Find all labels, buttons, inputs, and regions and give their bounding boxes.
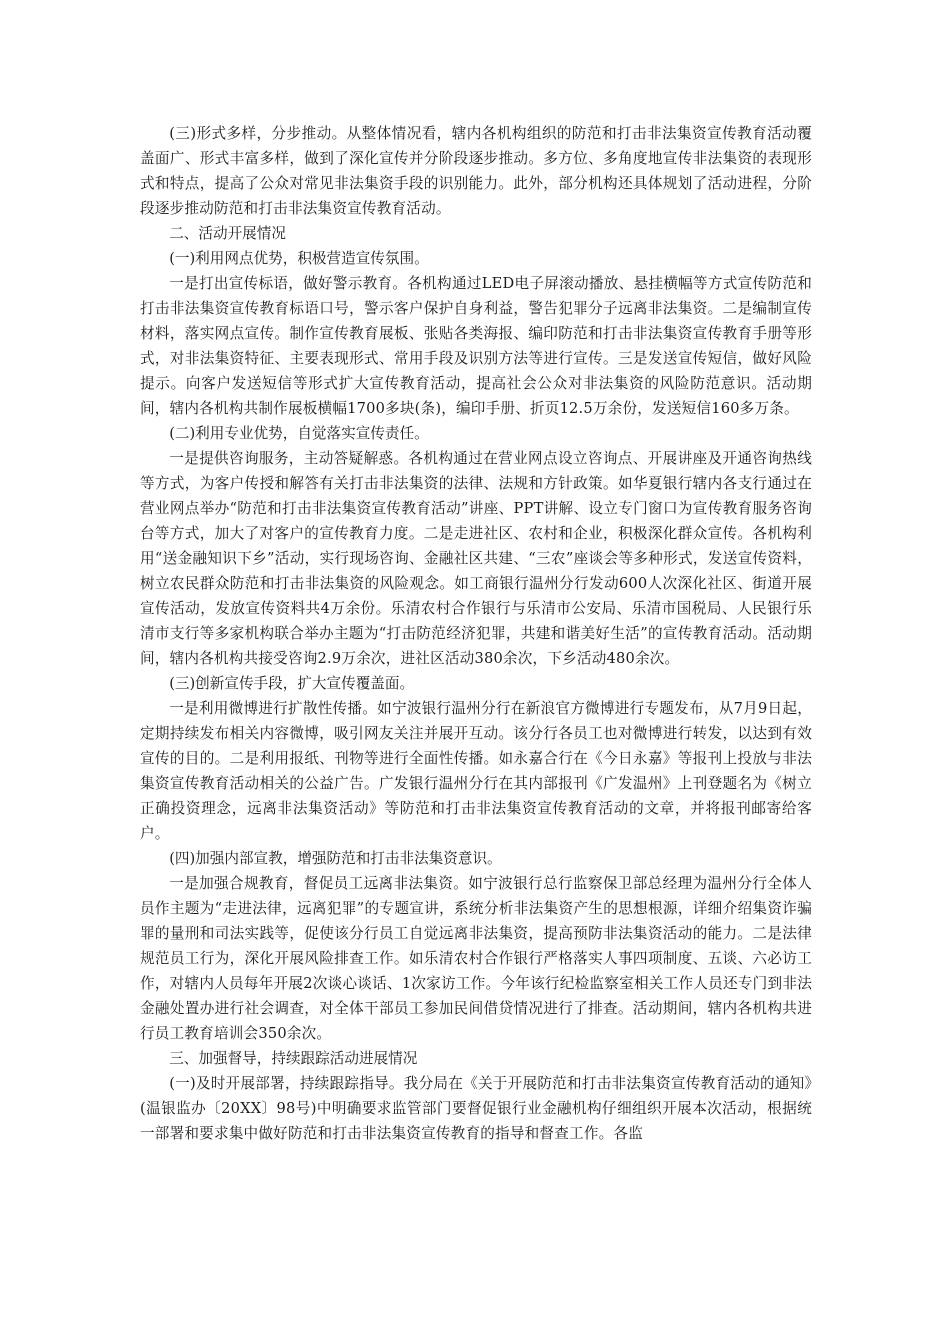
section-heading-2: 二、活动开展情况 bbox=[169, 225, 286, 242]
subheading-innovative-means: (三)创新宣传手段，扩大宣传覆盖面。 bbox=[169, 675, 415, 692]
paragraph-compliance: 一是加强合规教育，督促员工远离非法集资。如宁波银行总行监察保卫部总经理为温州分行全体人员作主题为“走进法律，远离犯罪”的专题宣讲，系统分析非法集资产生的思想根源，详细介绍集资诈骗罪的量刑和司法实践等，促使该分行员工自觉远离非法集资，提高预防非法集资活动的能力。二是法律规范员工行为，深化开展风险排查工作。如乐清农村合作银行严格落实人事四项制度、五谈、六必访工作，对辖内人员每年开展2次谈心谈话、1次家访工作。今年该行纪检监察室相关工作人员还专门到非法金融处置办进行社会调查，对全体干部员工参加民间借贷情况进行了排查。活动期间，辖内各机构共进行员工教育培训会350余次。 bbox=[140, 875, 812, 1042]
paragraph-weibo: 一是利用微博进行扩散性传播。如宁波银行温州分行在新浪官方微博进行专题发布，从7月9日起，定期持续发布相关内容微博，吸引网友关注并展开互动。该分行各员工也对微博进行转发，以达到有效宣传的目的。二是利用报纸、刊物等进行全面性传播。如永嘉合行在《今日永嘉》等报刊上投放与非法集资宣传教育活动相关的公益广告。广发银行温州分行在其内部报刊《广发温州》上刊登题名为《树立正确投资理念，远离非法集资活动》等防范和打击非法集资宣传教育活动的文章，并将报刊邮寄给客户。 bbox=[140, 700, 812, 842]
subheading-professional-advantage: (二)利用专业优势，自觉落实宣传责任。 bbox=[169, 425, 429, 442]
document-page bbox=[140, 121, 812, 1146]
paragraph-deployment: (一)及时开展部署，持续跟踪指导。我分局在《关于开展防范和打击非法集资宣传教育活动的通知》(温银监办〔20XX〕98号)中明确要求监管部门要督促银行业金融机构仔细组织开展本次活动，根据统一部署和要求集中做好防范和打击非法集资宣传教育的指导和督查工作。各监 bbox=[140, 1075, 812, 1142]
section-heading-3: 三、加强督导，持续跟踪活动进展情况 bbox=[169, 1050, 418, 1067]
paragraph-slogans: 一是打出宣传标语，做好警示教育。各机构通过LED电子屏滚动播放、悬挂横幅等方式宣传防范和打击非法集资宣传教育标语口号，警示客户保护自身利益，警告犯罪分子远离非法集资。二是编制宣传材料，落实网点宣传。制作宣传教育展板、张贴各类海报、编印防范和打击非法集资宣传教育手册等形式，对非法集资特征、主要表现形式、常用手段及识别方法等进行宣传。三是发送宣传短信，做好风险提示。向客户发送短信等形式扩大宣传教育活动，提高社会公众对非法集资的风险防范意识。活动期间，辖内各机构共制作展板横幅1700多块(条)，编印手册、折页12.5万余份，发送短信160多万条。 bbox=[140, 275, 812, 417]
subheading-network-advantage: (一)利用网点优势，积极营造宣传氛围。 bbox=[169, 250, 429, 267]
paragraph-form-diverse: (三)形式多样，分步推动。从整体情况看，辖内各机构组织的防范和打击非法集资宣传教育活动覆盖面广、形式丰富多样，做到了深化宣传并分阶段逐步推动。多方位、多角度地宣传非法集资的表现形式和特点，提高了公众对常见非法集资手段的识别能力。此外，部分机构还具体规划了活动进程，分阶段逐步推动防范和打击非法集资宣传教育活动。 bbox=[140, 125, 812, 217]
paragraph-consulting: 一是提供咨询服务，主动答疑解惑。各机构通过在营业网点设立咨询点、开展讲座及开通咨询热线等方式，为客户传授和解答有关打击非法集资的法律、法规和方针政策。如华夏银行辖内各支行通过在营业网点举办“防范和打击非法集资宣传教育活动”讲座、PPT讲解、设立专门窗口为宣传教育服务咨询台等方式，加大了对客户的宣传教育力度。二是走进社区、农村和企业，积极深化群众宣传。各机构利用“送金融知识下乡”活动，实行现场咨询、金融社区共建、“三农”座谈会等多种形式，发送宣传资料，树立农民群众防范和打击非法集资的风险观念。如工商银行温州分行发动600人次深化社区、街道开展宣传活动，发放宣传资料共4万余份。乐清农村合作银行与乐清市公安局、乐清市国税局、人民银行乐清市支行等多家机构联合举办主题为“打击防范经济犯罪，共建和谐美好生活”的宣传教育活动。活动期间，辖内各机构共接受咨询2.9万余次，进社区活动380余次，下乡活动480余次。 bbox=[140, 450, 812, 667]
subheading-internal-education: (四)加强内部宣教，增强防范和打击非法集资意识。 bbox=[169, 850, 502, 867]
